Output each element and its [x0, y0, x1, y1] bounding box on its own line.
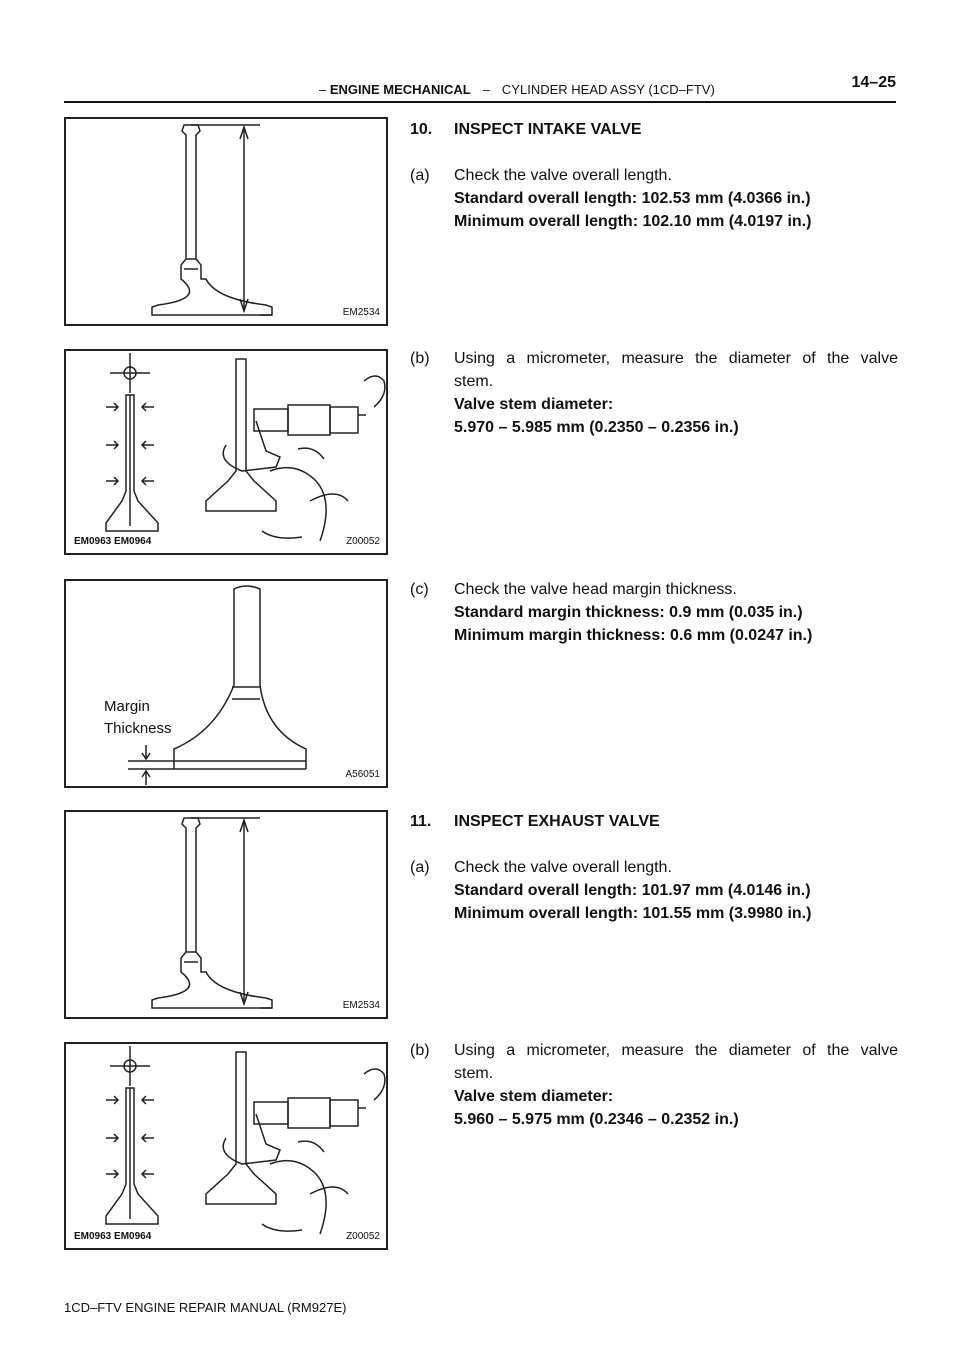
- substep-label: (b): [410, 350, 430, 367]
- substep-label: (b): [410, 1042, 430, 1059]
- spec-value: 5.970 – 5.985 mm (0.2350 – 0.2356 in.): [454, 419, 739, 436]
- spec-standard: Standard margin thickness: 0.9 mm (0.035 in.): [454, 604, 803, 621]
- margin-label-line2: Thickness: [104, 720, 172, 737]
- page-header: [64, 74, 896, 102]
- spec-value: 5.960 – 5.975 mm (0.2346 – 0.2352 in.): [454, 1111, 739, 1128]
- spec-title: Valve stem diameter:: [454, 396, 614, 413]
- substep-text: Check the valve head margin thickness.: [454, 581, 737, 598]
- header-rule: [64, 101, 896, 103]
- substep-text: Check the valve overall length.: [454, 167, 672, 184]
- valve-length-illustration: [66, 119, 390, 328]
- figure-left-code: EM0963 EM0964: [74, 536, 152, 547]
- step-10a: [410, 164, 898, 233]
- figure-micrometer-stem: [64, 1042, 388, 1250]
- page-number: 14–25: [851, 74, 896, 91]
- step-title: INSPECT INTAKE VALVE: [454, 121, 642, 138]
- figure-code: EM2534: [342, 307, 380, 318]
- figure-margin-thickness: [64, 579, 388, 788]
- substep-text: Check the valve overall length.: [454, 859, 672, 876]
- header-subsection: CYLINDER HEAD ASSY (1CD–FTV): [501, 82, 715, 97]
- figure-micrometer-stem: [64, 349, 388, 555]
- header-dash: –: [482, 82, 490, 97]
- spec-standard: Standard overall length: 102.53 mm (4.0366 in.): [454, 190, 811, 207]
- step-11a: [410, 856, 898, 925]
- figure-intake-valve-length: [64, 117, 388, 326]
- figure-code: Z00052: [346, 1231, 380, 1242]
- step-title: INSPECT EXHAUST VALVE: [454, 813, 660, 830]
- micrometer-illustration: [66, 351, 390, 557]
- step-11-heading: [410, 810, 898, 833]
- figure-left-code: EM0963 EM0964: [74, 1231, 152, 1242]
- spec-standard: Standard overall length: 101.97 mm (4.0146 in.): [454, 882, 811, 899]
- figure-code: A56051: [345, 769, 380, 780]
- step-10-heading: [410, 118, 898, 141]
- figure-exhaust-valve-length: [64, 810, 388, 1019]
- header-section: ENGINE MECHANICAL: [329, 82, 471, 97]
- step-number: 11.: [410, 813, 432, 830]
- valve-length-illustration: [66, 812, 390, 1021]
- margin-label-line1: Margin: [104, 698, 150, 715]
- figure-code: EM2534: [342, 1000, 380, 1011]
- spec-minimum: Minimum overall length: 102.10 mm (4.0197 in.): [454, 213, 812, 230]
- step-number: 10.: [410, 121, 433, 138]
- step-10c: [410, 578, 898, 647]
- spec-minimum: Minimum margin thickness: 0.6 mm (0.0247 in.): [454, 627, 813, 644]
- substep-text-cont: stem.: [454, 373, 494, 390]
- substep-text: Using a micrometer, measure the diameter of the valve: [454, 350, 898, 367]
- substep-label: (a): [410, 859, 430, 876]
- substep-text-cont: stem.: [454, 1065, 494, 1082]
- margin-thickness-illustration: [66, 581, 390, 790]
- substep-label: (c): [410, 581, 429, 598]
- step-11b: [410, 1039, 898, 1131]
- header-title: – ENGINE MECHANICAL – CYLINDER HEAD ASSY (1CD–FTV): [319, 82, 715, 97]
- figure-code: Z00052: [346, 536, 380, 547]
- page-footer: 1CD–FTV ENGINE REPAIR MANUAL (RM927E): [64, 1300, 347, 1315]
- substep-label: (a): [410, 167, 430, 184]
- step-10b: [410, 347, 898, 439]
- spec-minimum: Minimum overall length: 101.55 mm (3.9980 in.): [454, 905, 812, 922]
- spec-title: Valve stem diameter:: [454, 1088, 614, 1105]
- micrometer-illustration: [66, 1044, 390, 1252]
- substep-text: Using a micrometer, measure the diameter of the valve: [454, 1042, 898, 1059]
